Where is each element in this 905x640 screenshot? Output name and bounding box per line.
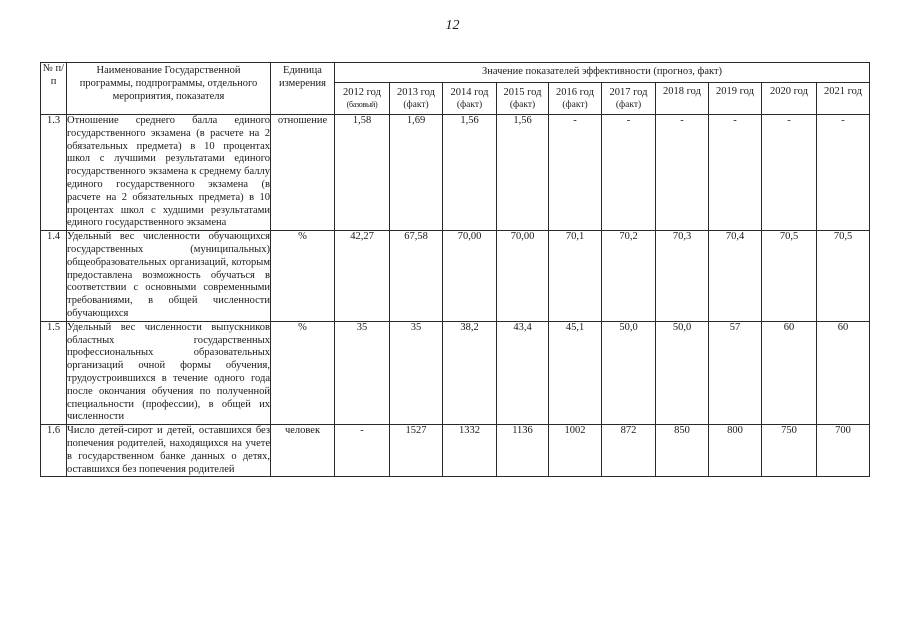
header-year-note: (факт) bbox=[456, 99, 483, 110]
indicator-value: 42,27 bbox=[335, 231, 390, 322]
header-year-note: (факт) bbox=[615, 99, 642, 110]
indicator-value: 67,58 bbox=[390, 231, 443, 322]
indicator-unit: % bbox=[271, 231, 335, 322]
indicator-name: Число детей-сирот и детей, оставшихся без попечения родителей, находящихся на учете в государственном банке данных о детях, оставшихся без попечения родителей bbox=[67, 425, 271, 477]
header-year-label: 2017 год bbox=[609, 86, 648, 98]
indicator-value: 45,1 bbox=[549, 321, 602, 424]
indicator-value: 70,4 bbox=[709, 231, 762, 322]
header-year-3 bbox=[443, 83, 497, 115]
header-year-6 bbox=[602, 83, 656, 115]
header-year-1 bbox=[335, 83, 390, 115]
indicator-value: 70,5 bbox=[817, 231, 870, 322]
indicator-value: 60 bbox=[817, 321, 870, 424]
indicator-value: 750 bbox=[762, 425, 817, 477]
header-values-group: Значение показателей эффективности (прогноз, факт) bbox=[335, 63, 870, 83]
indicator-value: 1,58 bbox=[335, 115, 390, 231]
indicator-value: 35 bbox=[335, 321, 390, 424]
indicator-name: Удельный вес численности выпускников областных государственных профессиональных образовательных организаций очной формы обучения, трудоустроившихся в течение одного года после окончания обучения по полученной специальности (профессии), в общей их численности bbox=[67, 321, 271, 424]
header-year-label: 2021 год bbox=[824, 86, 862, 97]
indicator-value: 1,69 bbox=[390, 115, 443, 231]
indicator-value: 872 bbox=[602, 425, 656, 477]
indicator-name: Отношение среднего балла единого государственного экзамена (в расчете на 2 обязательных предмета) в 10 процентах школ с лучшими результатами единого государственного экзамена к среднему баллу единого государственного экзамена (в расчете на 2 обязательных предмета) в 10 процентах школ с худшими результатами единого государственного экзамена bbox=[67, 115, 271, 231]
header-year-label: 2014 год bbox=[450, 86, 489, 98]
indicator-value: 70,00 bbox=[443, 231, 497, 322]
indicator-value: - bbox=[709, 115, 762, 231]
header-year-note: (базовый) bbox=[346, 99, 378, 109]
indicator-value: 38,2 bbox=[443, 321, 497, 424]
header-year-label: 2016 год bbox=[556, 86, 594, 98]
indicator-value: 43,4 bbox=[497, 321, 549, 424]
table-row bbox=[41, 425, 870, 477]
header-year-label: 2012 год bbox=[343, 86, 381, 98]
indicator-value: 50,0 bbox=[602, 321, 656, 424]
header-year-2 bbox=[390, 83, 443, 115]
header-num: № п/п bbox=[41, 63, 67, 115]
header-year-note: (факт) bbox=[403, 99, 429, 110]
indicator-value: 800 bbox=[709, 425, 762, 477]
indicator-value: 70,3 bbox=[656, 231, 709, 322]
indicator-value: 57 bbox=[709, 321, 762, 424]
header-year-label: 2013 год bbox=[397, 86, 435, 98]
header-year-note: (факт) bbox=[509, 99, 536, 110]
indicator-unit: % bbox=[271, 321, 335, 424]
table-row bbox=[41, 115, 870, 231]
indicator-value: 70,2 bbox=[602, 231, 656, 322]
page-number: 12 bbox=[445, 18, 460, 33]
indicator-value: 850 bbox=[656, 425, 709, 477]
indicator-name: Удельный вес численности обучающихся государственных (муниципальных) общеобразовательных организаций, которым предоставлена возможность обучаться в соответствии с основными современными требованиями, в общей численности обучающихся bbox=[67, 231, 271, 322]
indicator-value: 35 bbox=[390, 321, 443, 424]
indicator-value: - bbox=[656, 115, 709, 231]
header-year-label: 2018 год bbox=[663, 86, 701, 97]
indicator-value: 1002 bbox=[549, 425, 602, 477]
indicator-value: - bbox=[602, 115, 656, 231]
table-row bbox=[41, 321, 870, 424]
indicator-value: - bbox=[335, 425, 390, 477]
indicator-value: - bbox=[549, 115, 602, 231]
header-year-label: 2020 год bbox=[770, 86, 808, 97]
indicator-value: 50,0 bbox=[656, 321, 709, 424]
indicators-table bbox=[40, 62, 870, 477]
row-number: 1.5 bbox=[41, 321, 67, 424]
indicator-value: 1332 bbox=[443, 425, 497, 477]
header-unit: Единица измерения bbox=[271, 63, 335, 115]
header-year-10 bbox=[817, 83, 870, 115]
row-number: 1.3 bbox=[41, 115, 67, 231]
header-year-8 bbox=[709, 83, 762, 115]
indicator-value: 60 bbox=[762, 321, 817, 424]
header-year-7 bbox=[656, 83, 709, 115]
indicator-value: - bbox=[817, 115, 870, 231]
header-name: Наименование Государственной программы, подпрограммы, отдельного мероприятия, показателя bbox=[67, 63, 271, 115]
indicator-value: 1527 bbox=[390, 425, 443, 477]
header-year-9 bbox=[762, 83, 817, 115]
indicator-value: 70,1 bbox=[549, 231, 602, 322]
indicator-value: 70,00 bbox=[497, 231, 549, 322]
row-number: 1.4 bbox=[41, 231, 67, 322]
indicator-value: 1,56 bbox=[497, 115, 549, 231]
header-year-4 bbox=[497, 83, 549, 115]
indicator-value: - bbox=[762, 115, 817, 231]
indicator-unit: отношение bbox=[271, 115, 335, 231]
header-year-5 bbox=[549, 83, 602, 115]
header-year-label: 2019 год bbox=[716, 86, 754, 97]
table-header bbox=[41, 63, 870, 115]
header-year-label: 2015 год bbox=[503, 86, 542, 98]
indicator-value: 70,5 bbox=[762, 231, 817, 322]
row-number: 1.6 bbox=[41, 425, 67, 477]
indicator-value: 700 bbox=[817, 425, 870, 477]
indicator-value: 1,56 bbox=[443, 115, 497, 231]
table-row bbox=[41, 231, 870, 322]
indicator-unit: человек bbox=[271, 425, 335, 477]
table-body bbox=[41, 115, 870, 477]
header-year-note: (факт) bbox=[562, 99, 588, 110]
indicator-value: 1136 bbox=[497, 425, 549, 477]
